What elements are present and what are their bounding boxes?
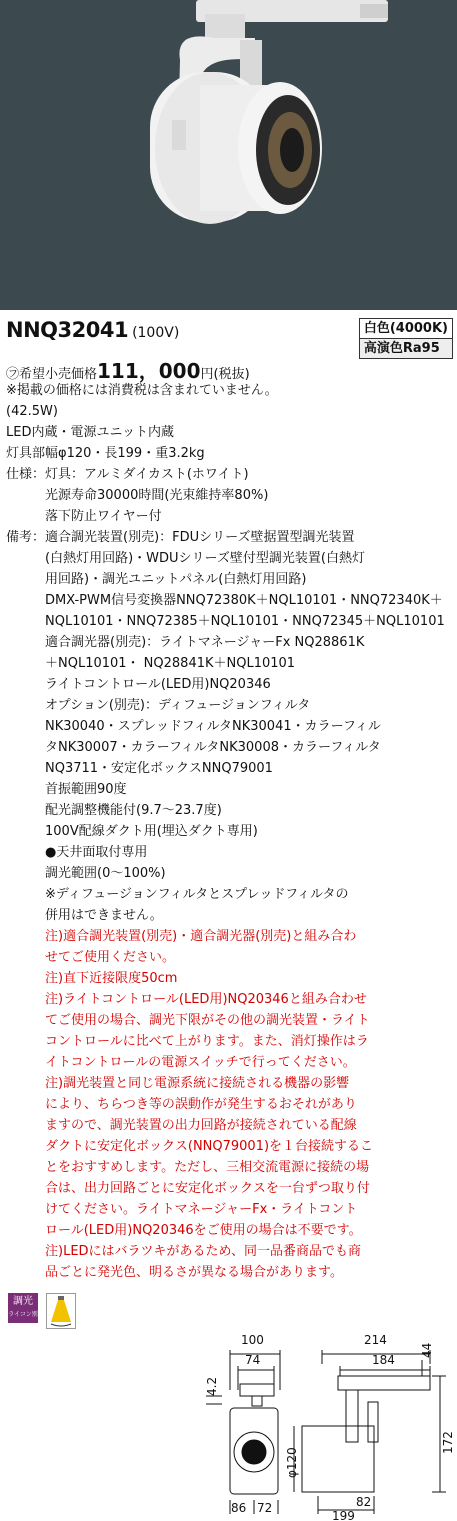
spec-line: 光源寿命30000時間(光束維持率80%) <box>6 488 269 503</box>
spec-line: (白熱灯用回路)・WDUシリーズ壁付型調光装置(白熱灯 <box>6 551 365 566</box>
spec-line: 配光調整機能付(9.7～23.7度) <box>6 803 222 818</box>
color-rendering-badge: 高演色Ra95 <box>359 339 453 359</box>
product-header <box>6 318 179 342</box>
note-line: 品ごとに発光色、明るさが異なる場合があります。 <box>6 1265 343 1280</box>
spec-line: 首振範囲90度 <box>6 782 127 797</box>
note-line: 注)適合調光装置(別売)・適合調光器(別売)と組み合わ <box>6 929 357 944</box>
dim-184: 184 <box>372 1353 395 1367</box>
spec-line: 用回路)・調光ユニットパネル(白熱灯用回路) <box>6 572 307 587</box>
spec-line: ※ディフュージョンフィルタとスプレッドフィルタの <box>6 887 349 902</box>
beam-angle-icon <box>46 1293 76 1329</box>
note-line: 合は、出力回路ごとに安定化ボックスを一台ずつ取り付 <box>6 1181 370 1196</box>
spec-line: DMX-PWM信号変換器NNQ72380K＋NQL10101・NNQ72340K＋ <box>6 593 443 608</box>
side-view <box>294 1350 446 1514</box>
spec-line: 仕様：灯具：アルミダイカスト(ホワイト) <box>6 467 249 482</box>
note-line: けてください。ライトマネージャーFx・ライトコント <box>6 1202 358 1217</box>
dim-199: 199 <box>332 1509 355 1521</box>
dimmable-sublabel: ライコン別売 <box>8 1311 38 1331</box>
spec-badges <box>359 318 453 359</box>
feature-icons <box>8 1293 76 1329</box>
note-line: イトコントロールの電源スイッチで行ってください。 <box>6 1055 356 1070</box>
dim-4-2: 4.2 <box>205 1376 219 1396</box>
dim-100: 100 <box>241 1333 264 1347</box>
spec-line: 調光範囲(0～100%) <box>6 866 166 881</box>
note-line: ロール(LED用)NQ20346をご使用の場合は不要です。 <box>6 1223 362 1238</box>
note-line: てご使用の場合、調光下限がその他の調光装置・ライト <box>6 1013 370 1028</box>
spec-line: オプション(別売)：ディフュージョンフィルタ <box>6 698 311 713</box>
product-model: NNQ32041 <box>6 318 129 342</box>
note-line: 注)直下近接限度50cm <box>6 971 178 986</box>
dim-120: φ120 <box>285 1447 299 1478</box>
spec-line: 適合調光器(別売)：ライトマネージャーFx NQ28861K <box>6 635 365 650</box>
note-line: ダクトに安定化ボックス(NNQ79001)を１台接続するこ <box>6 1139 374 1154</box>
dim-86: 86 <box>231 1501 247 1515</box>
spec-line: 100V配線ダクト用(埋込ダクト専用) <box>6 824 258 839</box>
product-photo <box>0 0 457 310</box>
dimmable-label: 調光 <box>13 1296 33 1307</box>
spec-text-block <box>6 380 451 1283</box>
price-value: 111，000 <box>97 359 201 383</box>
spec-line: ＋NQL10101・ NQ28841K＋NQL10101 <box>6 656 296 671</box>
note-line: とをおすすめします。ただし、三相交流電源に接続の場 <box>6 1160 370 1175</box>
dim-44: 44 <box>420 1342 434 1358</box>
spec-line: NK30040・スプレッドフィルタNK30041・カラーフィル <box>6 719 381 734</box>
spotlight-image <box>0 0 457 310</box>
spec-line: ※掲載の価格には消費税は含まれていません。 <box>6 383 278 398</box>
note-line: コントロールに比べて上がります。また、消灯操作はラ <box>6 1034 369 1049</box>
dim-172: 172 <box>441 1431 455 1454</box>
spec-line: ライトコントロール(LED用)NQ20346 <box>6 677 271 692</box>
spec-line: LED内蔵・電源ユニット内蔵 <box>6 425 174 440</box>
note-line: ますので、調光装置の出力回路が接続されている配線 <box>6 1118 357 1133</box>
dim-72: 72 <box>257 1501 273 1515</box>
price-prefix: ㋫希望小売価格 <box>6 367 98 382</box>
dim-214: 214 <box>364 1333 387 1347</box>
note-line: により、ちらつき等の誤動作が発生するおそれがあり <box>6 1097 357 1112</box>
note-line: せてご使用ください。 <box>6 950 176 965</box>
spec-line: ●天井面取付専用 <box>6 845 148 860</box>
spec-line: 落下防止ワイヤー付 <box>6 509 162 524</box>
spec-line: (42.5W) <box>6 404 58 419</box>
spec-line: 併用はできません。 <box>6 908 163 923</box>
spec-line: タNK30007・カラーフィルタNK30008・カラーフィルタ <box>6 740 381 755</box>
spec-line: NQL10101・NNQ72385＋NQL10101・NNQ72345＋NQL10101 <box>6 614 445 629</box>
dim-82: 82 <box>356 1495 372 1509</box>
product-voltage: (100V) <box>132 325 180 341</box>
price-suffix: 円(税抜) <box>200 367 250 382</box>
spec-line: NQ3711・安定化ボックスNNQ79001 <box>6 761 273 776</box>
dimension-drawing <box>0 1330 457 1521</box>
note-line: 注)LEDにはバラツキがあるため、同一品番商品でも商 <box>6 1244 362 1259</box>
spec-line: 灯具部幅φ120・長199・重3.2kg <box>6 446 205 461</box>
note-line: 注)ライトコントロール(LED用)NQ20346と組み合わせ <box>6 992 367 1007</box>
note-line: 注)調光装置と同じ電源系統に接続される機器の影響 <box>6 1076 350 1091</box>
spec-line: 備考：適合調光装置(別売)：FDUシリーズ壁据置型調光装置 <box>6 530 355 545</box>
color-temperature-badge: 白色(4000K) <box>359 318 453 339</box>
front-view <box>206 1350 280 1514</box>
dim-74: 74 <box>245 1353 261 1367</box>
dimmable-icon <box>8 1293 38 1331</box>
